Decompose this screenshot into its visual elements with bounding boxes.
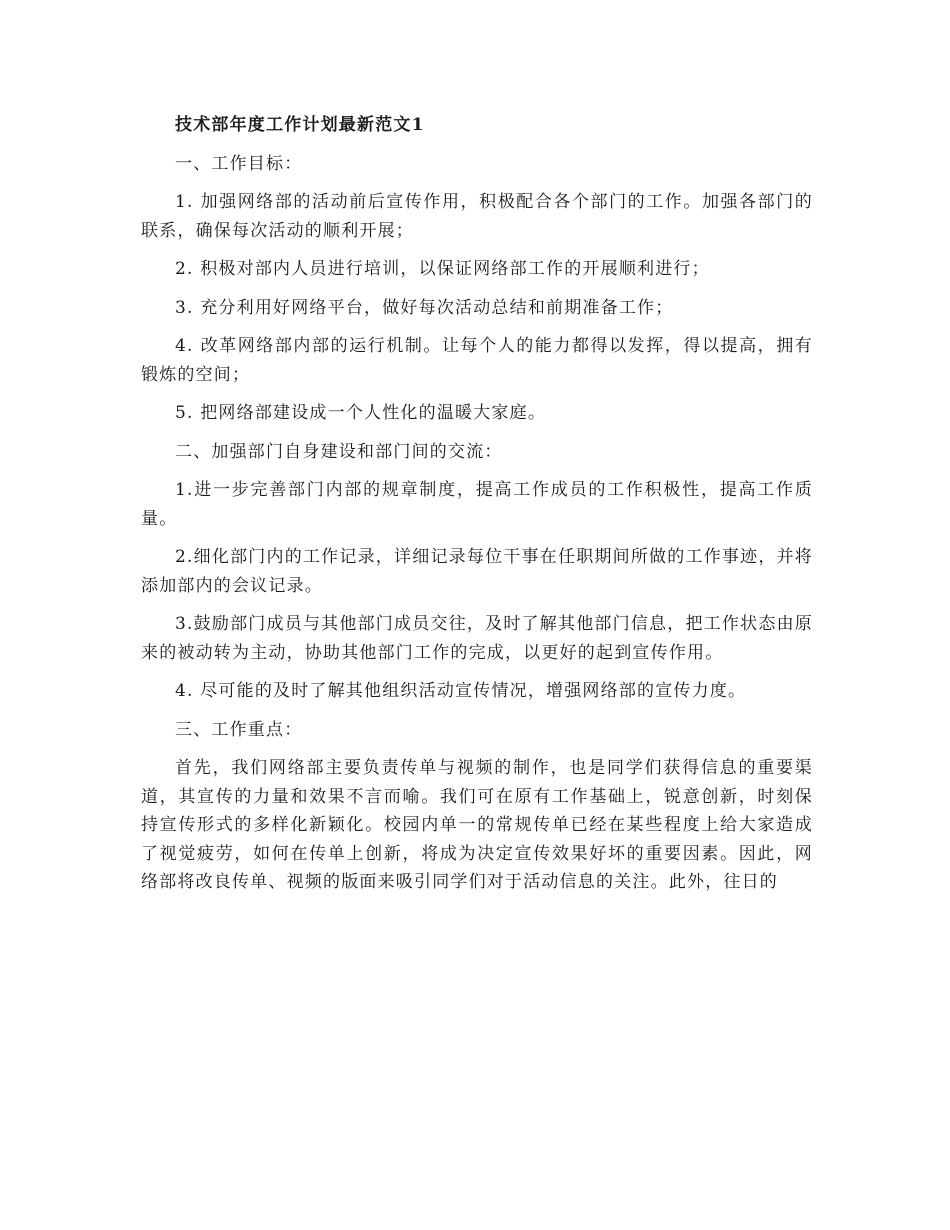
paragraph-goal-1: 1. 加强网络部的活动前后宣传作用，积极配合各个部门的工作。加强各部门的联系，确保每次活动的顺利开展； [141, 192, 813, 241]
section-heading-goals: 一、工作目标： [175, 153, 303, 174]
section-heading-communication: 二、加强部门自身建设和部门间的交流： [175, 441, 503, 462]
paragraph-goal-4: 4. 改革网络部内部的运行机制。让每个人的能力都得以发挥，得以提高，拥有锻炼的空间； [141, 336, 813, 385]
paragraph-communication-3: 3.鼓励部门成员与其他部门成员交往，及时了解其他部门信息，把工作状态由原来的被动转为主动，协助其他部门工作的完成，以更好的起到宣传作用。 [141, 614, 813, 663]
paragraph-goal-2: 2. 积极对部内人员进行培训，以保证网络部工作的开展顺利进行； [175, 259, 710, 279]
paragraph-goal-5: 5. 把网络部建设成一个人性化的温暖大家庭。 [175, 403, 547, 423]
document-title: 技术部年度工作计划最新范文1 [175, 115, 425, 135]
paragraph-goal-3: 3. 充分利用好网络平台，做好每次活动总结和前期准备工作； [175, 297, 674, 318]
section-heading-focus: 三、工作重点： [175, 719, 303, 740]
paragraph-communication-4: 4. 尽可能的及时了解其他组织活动宣传情况，增强网络部的宣传力度。 [175, 681, 747, 701]
paragraph-communication-2: 2.细化部门内的工作记录，详细记录每位干事在任职期间所做的工作事迹，并将添加部内的会议记录。 [141, 547, 813, 596]
document-body [141, 111, 813, 907]
paragraph-communication-1: 1.进一步完善部门内部的规章制度，提高工作成员的工作积极性，提高工作质量。 [141, 480, 813, 529]
paragraph-focus-1: 首先，我们网络部主要负责传单与视频的制作，也是同学们获得信息的重要渠道，其宣传的力量和效果不言而喻。我们可在原有工作基础上，锐意创新，时刻保持宣传形式的多样化新颖化。校园内单一的常规传单已经在某些程度上给大家造成了视觉疲劳，如何在传单上创新，将成为决定宣传效果好坏的重要因素。因此，网络部将改良传单、视频的版面来吸引同学们对于活动信息的关注。此外，往日的 [141, 758, 813, 892]
